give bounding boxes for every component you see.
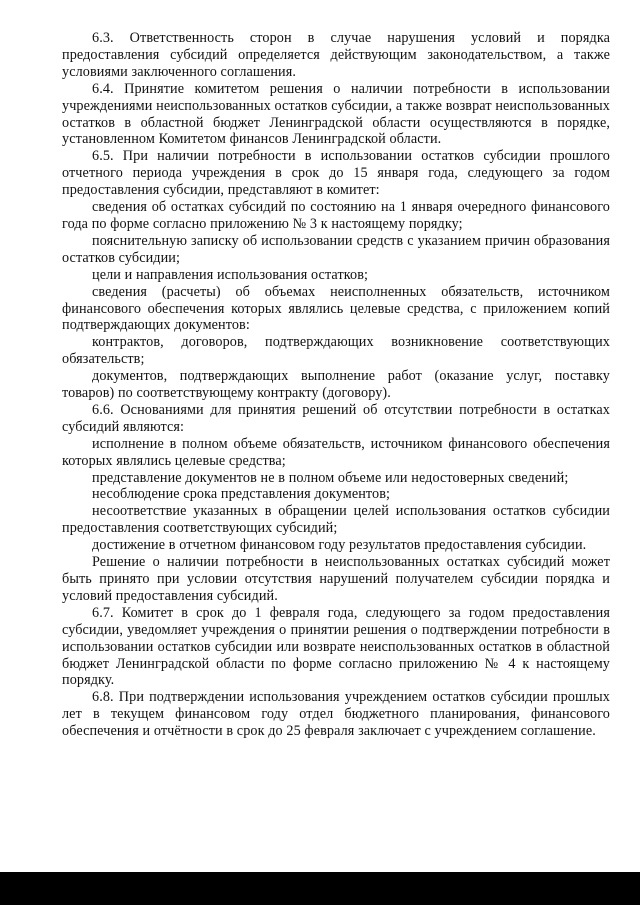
paragraph-6-3: 6.3. Ответственность сторон в случае нарушения условий и порядка предоставления субсидий определяется действующим законодательством, а также условиями заключенного соглашения. <box>62 30 610 80</box>
list-item-remaining-info: сведения об остатках субсидий по состоянию на 1 января очередного финансового года по форме согласно приложению № 3 к настоящему порядку; <box>62 199 610 232</box>
list-item-goal-mismatch: несоответствие указанных в обращении целей использования остатков субсидии предоставления соответствующих субсидий; <box>62 503 610 537</box>
list-item-deadline-violation: несоблюдение срока представления документов; <box>92 486 391 503</box>
paragraph-6-4: 6.4. Принятие комитетом решения о наличии потребности в использовании учреждениями неиспользованных остатков субсидии, а также возврат неиспользованных остатков в областной бюджет Ленинградской области осуществляются в порядке, установленном Комитетом финансов Ленинградской области. <box>62 80 610 148</box>
paragraph-6-5: 6.5. При наличии потребности в использовании остатков субсидии прошлого отчетного периода учреждения в срок до 15 января года, следующего за годом предоставления субсидии, представляют в комитет: <box>62 148 610 199</box>
scan-bottom-edge <box>0 872 640 905</box>
list-item-work-documents: документов, подтверждающих выполнение работ (оказание услуг, поставку товаров) по соответствующему контракту (договору). <box>62 368 610 402</box>
list-item-obligations-info: сведения (расчеты) об объемах неисполненных обязательств, источником финансового обеспечения которых являлись целевые средства, с приложением копий подтверждающих документов: <box>62 283 610 334</box>
paragraph-6-7: 6.7. Комитет в срок до 1 февраля года, следующего за годом предоставления субсидии, уведомляет учреждения о принятии решения о подтверждении потребности в использовании остатков субсидии или возврате неиспользованных остатков в областной бюджет Ленинградской области по форме согласно приложению № 4 к настоящему порядку. <box>62 604 610 689</box>
list-item-explanatory-note: пояснительную записку об использовании средств с указанием причин образования остатков субсидии; <box>62 232 610 266</box>
list-item-contracts: контрактов, договоров, подтверждающих возникновение соответствующих обязательств; <box>62 334 610 368</box>
document-page <box>62 30 610 740</box>
paragraph-decision-condition: Решение о наличии потребности в неиспользованных остатках субсидий может быть принято при условии отсутствия нарушений получателем субсидии порядка и условий предоставления субсидий. <box>62 554 610 604</box>
paragraph-6-6: 6.6. Основаниями для принятия решений об отсутствии потребности в остатках субсидий являются: <box>62 401 610 435</box>
list-item-goals: цели и направления использования остатков; <box>92 266 369 283</box>
paragraph-6-8: 6.8. При подтверждении использования учреждением остатков субсидии прошлых лет в текущем финансовом году отдел бюджетного планирования, финансового обеспечения и отчётности в срок до 25 февраля заключает с учреждением соглашение. <box>62 689 610 740</box>
list-item-results-achieved: достижение в отчетном финансовом году результатов предоставления субсидии. <box>92 537 587 554</box>
list-item-full-execution: исполнение в полном объеме обязательств, источником финансового обеспечения которых являлись целевые средства; <box>62 435 610 469</box>
list-item-incomplete-documents: представление документов не в полном объеме или недостоверных сведений; <box>92 469 569 486</box>
